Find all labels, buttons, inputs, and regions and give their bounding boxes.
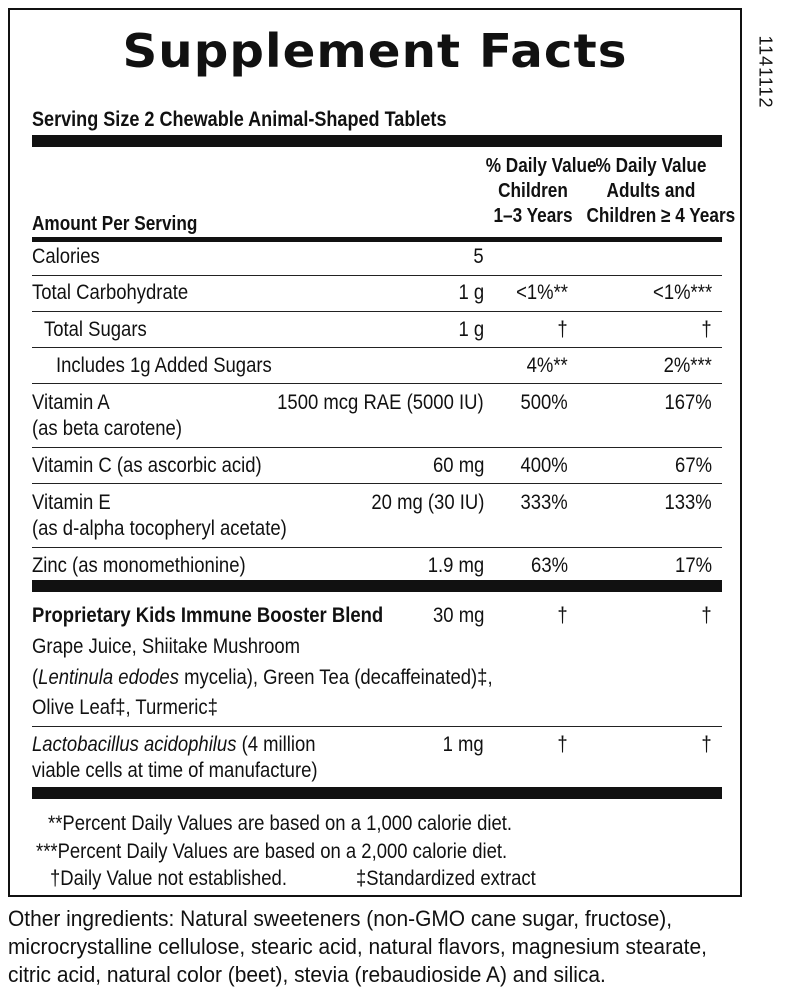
lacto-amount: 1 mg bbox=[442, 733, 484, 756]
zinc-dv-children: 63% bbox=[531, 554, 568, 577]
dv-children-header-line2: Children bbox=[498, 180, 568, 202]
vitamin-a-label: Vitamin A bbox=[32, 391, 110, 414]
other-ingredients: Other ingredients: Natural sweeteners (non-GMO cane sugar, fructose), microcrystalline cellulose, stearic acid, natural flavors, magnesium stearate, citric acid, natural color (beet), stevia (rebaudioside A) and silica. bbox=[8, 906, 707, 987]
row-divider bbox=[32, 547, 722, 548]
footnote-1000-calorie: **Percent Daily Values are based on a 1,000 calorie diet. bbox=[48, 812, 513, 835]
vitamin-e-dv-children: 333% bbox=[520, 491, 568, 514]
serving-size: Serving Size 2 Chewable Animal-Shaped Tablets bbox=[32, 108, 447, 131]
vitamin-a-amount: 1500 mcg RAE (5000 IU) bbox=[277, 391, 484, 414]
sugars-amount: 1 g bbox=[458, 318, 484, 341]
blend-paren: ( bbox=[32, 666, 39, 689]
dv-children-header-line1: % Daily Value bbox=[485, 155, 597, 177]
vitamin-e-source: (as d-alpha tocopheryl acetate) bbox=[32, 517, 287, 540]
vitamin-e-amount: 20 mg (30 IU) bbox=[371, 491, 484, 514]
row-divider bbox=[32, 726, 722, 727]
lacto-dv-children: † bbox=[557, 733, 568, 756]
blend-amount: 30 mg bbox=[432, 604, 484, 627]
blend-species-name: Lentinula edodes bbox=[38, 666, 179, 689]
medium-divider bbox=[32, 237, 722, 242]
vitamin-c-amount: 60 mg bbox=[432, 454, 484, 477]
footnote-dv-not-established: †Daily Value not established. bbox=[50, 867, 287, 890]
sugars-dv-children: † bbox=[557, 318, 568, 341]
lacto-label-line2: viable cells at time of manufacture) bbox=[32, 759, 318, 782]
added-sugars-dv-adults: 2%*** bbox=[663, 354, 712, 377]
dv-children-header-line3: 1–3 Years bbox=[493, 205, 573, 227]
added-sugars-label: Includes 1g Added Sugars bbox=[56, 354, 272, 377]
vitamin-c-dv-children: 400% bbox=[520, 454, 568, 477]
row-divider bbox=[32, 275, 722, 276]
blend-ingredients-line1: Grape Juice, Shiitake Mushroom bbox=[32, 635, 301, 658]
amount-per-serving-header: Amount Per Serving bbox=[32, 213, 198, 235]
sugars-dv-adults: † bbox=[701, 318, 712, 341]
vitamin-a-dv-children: 500% bbox=[520, 391, 568, 414]
added-sugars-dv-children: 4%** bbox=[526, 354, 568, 377]
dv-adults-header-line3: Children ≥ 4 Years bbox=[586, 205, 736, 227]
row-divider bbox=[32, 483, 722, 484]
vitamin-e-label: Vitamin E bbox=[32, 491, 111, 514]
sugars-label: Total Sugars bbox=[44, 318, 147, 341]
blend-dv-children: † bbox=[557, 604, 568, 627]
thick-divider-middle bbox=[32, 580, 722, 592]
footnote-2000-calorie: ***Percent Daily Values are based on a 2,000 calorie diet. bbox=[36, 840, 508, 863]
calories-label: Calories bbox=[32, 245, 100, 268]
blend-label: Proprietary Kids Immune Booster Blend bbox=[32, 604, 384, 627]
blend-ingredients-line2 bbox=[32, 664, 493, 692]
calories-amount: 5 bbox=[473, 245, 484, 268]
row-divider bbox=[32, 311, 722, 312]
lacto-dv-adults: † bbox=[701, 733, 712, 756]
carbohydrate-dv-adults: <1%*** bbox=[652, 281, 712, 304]
zinc-label: Zinc (as monomethionine) bbox=[32, 554, 246, 577]
vitamin-a-dv-adults: 167% bbox=[664, 391, 712, 414]
thick-divider-top bbox=[32, 135, 722, 147]
row-divider bbox=[32, 383, 722, 384]
dv-adults-header-line1: % Daily Value bbox=[595, 155, 707, 177]
zinc-dv-adults: 17% bbox=[675, 554, 712, 577]
lot-number-text: 1141112 bbox=[755, 35, 776, 109]
vitamin-c-label: Vitamin C (as ascorbic acid) bbox=[32, 454, 262, 477]
supplement-facts-panel bbox=[8, 8, 742, 897]
thick-divider-bottom bbox=[32, 787, 722, 799]
blend-dv-adults: † bbox=[701, 604, 712, 627]
vitamin-a-source: (as beta carotene) bbox=[32, 417, 182, 440]
dv-adults-header-line2: Adults and bbox=[606, 180, 696, 202]
blend-ingredients-line2-rest: mycelia), Green Tea (decaffeinated)‡, bbox=[178, 666, 493, 689]
footnote-standardized-extract: ‡Standardized extract bbox=[356, 867, 536, 890]
carbohydrate-amount: 1 g bbox=[458, 281, 484, 304]
carbohydrate-label: Total Carbohydrate bbox=[32, 281, 189, 304]
carbohydrate-dv-children: <1%** bbox=[516, 281, 568, 304]
blend-ingredients-line3: Olive Leaf‡, Turmeric‡ bbox=[32, 696, 218, 719]
vitamin-e-dv-adults: 133% bbox=[664, 491, 712, 514]
lacto-species-name: Lactobacillus acidophilus bbox=[32, 733, 237, 756]
dv-adults-header bbox=[586, 154, 736, 229]
lacto-label bbox=[32, 731, 316, 759]
vitamin-c-dv-adults: 67% bbox=[675, 454, 712, 477]
panel-title: Supplement Facts bbox=[122, 24, 628, 78]
dv-children-header bbox=[485, 154, 597, 229]
lacto-label-rest: (4 million bbox=[236, 733, 316, 756]
zinc-amount: 1.9 mg bbox=[427, 554, 484, 577]
row-divider bbox=[32, 347, 722, 348]
row-divider bbox=[32, 447, 722, 448]
